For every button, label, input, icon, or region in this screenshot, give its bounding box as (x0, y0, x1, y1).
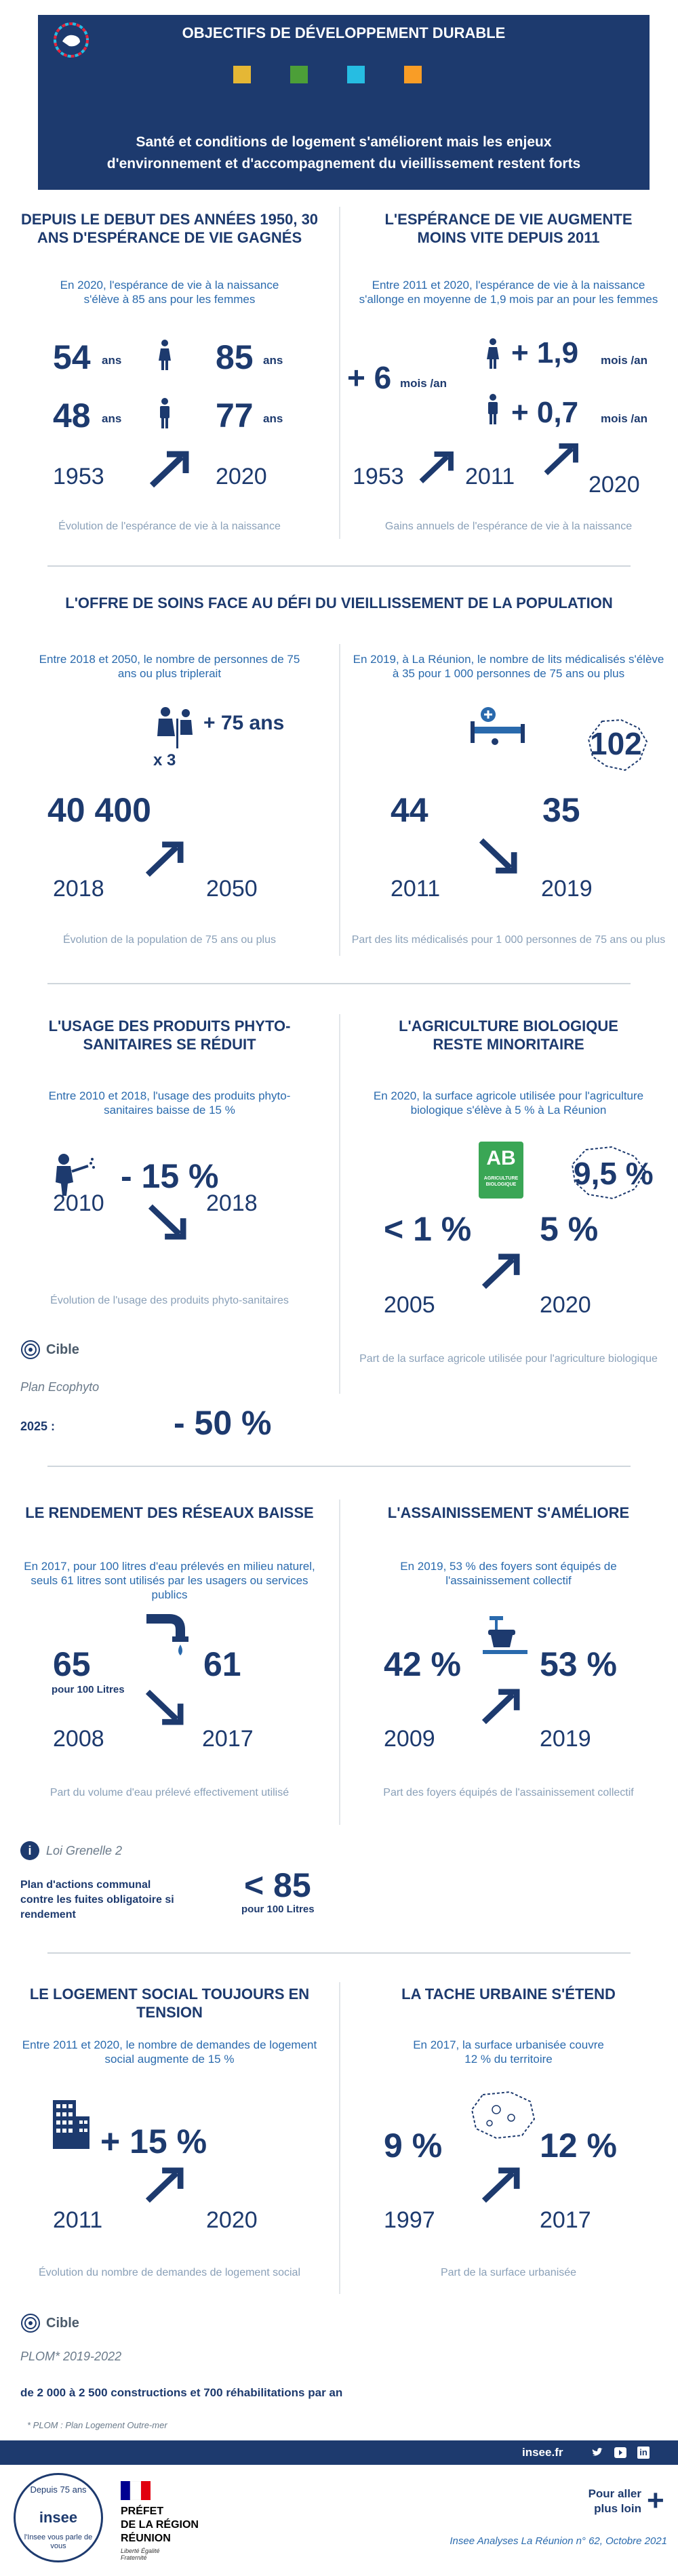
s1-female-2020: 85 (216, 338, 254, 376)
male-icon (157, 397, 172, 433)
s4-left-desc: Entre 2010 et 2018, l'usage des produits phyto-sanitaires baisse de 15 % (48, 1089, 291, 1116)
s4-right-y1: 2005 (384, 1292, 435, 1318)
s1-unit: ans (102, 412, 122, 425)
s1-unit: ans (263, 354, 283, 367)
more-info-label[interactable]: Pour aller plus loin (588, 2487, 641, 2515)
s4-left-y1: 2010 (53, 1190, 104, 1216)
header-banner (38, 15, 650, 190)
up-arrow-icon (480, 2167, 522, 2205)
insee-anniversary-badge (14, 2473, 103, 2562)
s1-year-1953: 1953 (53, 464, 104, 489)
s3-right-desc: En 2019, à La Réunion, le nombre de lits médicalisés s'élève à 35 pour 1 000 personnes de 75 ans ou plus (353, 653, 664, 680)
divider (339, 1982, 340, 2294)
s3-left-y2: 2050 (206, 876, 258, 902)
insee-badge-top: Depuis 75 ans (30, 2484, 87, 2495)
s2-male-after: + 0,7 (511, 396, 579, 429)
s3-left-mult: x 3 (153, 751, 176, 769)
s2-caption: Gains annuels de l'espérance de vie à la naissance (384, 521, 633, 532)
s5-left-y2: 2017 (202, 1726, 254, 1752)
divider (339, 644, 340, 956)
s4-right-y2: 2020 (540, 1292, 591, 1318)
s1-male-1953: 48 (53, 397, 91, 435)
male-icon (485, 393, 500, 429)
s4-right-caption: Part de la surface agricole utilisée pour l'agriculture biologique (359, 1353, 658, 1365)
s1-caption: Évolution de l'espérance de vie à la naissance (58, 521, 281, 532)
up-arrow-icon (144, 841, 186, 879)
section-divider (47, 565, 631, 567)
s5-right-y1: 2009 (384, 1726, 435, 1752)
plus-icon[interactable]: + (647, 2484, 664, 2517)
section-divider (47, 983, 631, 984)
up-arrow-icon (480, 1688, 522, 1726)
s4-target: - 50 % (174, 1404, 272, 1442)
insee-site-link[interactable]: insee.fr (522, 2446, 563, 2459)
s2-gain-before: + 6 (347, 360, 392, 395)
s3-right-y1: 2011 (391, 876, 441, 902)
ab-logo-text: AB (486, 1147, 516, 1169)
apartment-building-icon (50, 2096, 91, 2154)
s4-right-france: 9,5 % (574, 1156, 654, 1191)
s3-right-v2: 35 (542, 791, 580, 829)
s6-right-v1: 9 % (384, 2127, 443, 2165)
s4-plan: Plan Ecophyto (20, 1380, 100, 1394)
s5-right-v1: 42 % (384, 1645, 461, 1683)
hospital-bed-icon (468, 706, 529, 750)
target-icon (20, 1340, 41, 1363)
s1-unit: ans (102, 354, 122, 367)
sdg-6-water-icon (290, 66, 308, 83)
s3-left-desc: Entre 2018 et 2050, le nombre de personnes de 75 ans ou plus triplerait (39, 653, 300, 680)
up-arrow-icon (542, 442, 580, 477)
reunion-island-map-icon (469, 2089, 537, 2144)
sdg-3-health-icon (233, 66, 251, 83)
s6-right-y1: 1997 (384, 2207, 435, 2233)
s3-title: L'OFFRE DE SOINS FACE AU DÉFI DU VIEILLISSEMENT DE LA POPULATION (65, 595, 613, 611)
s5-right-title: L'ASSAINISSEMENT S'AMÉLIORE (387, 1504, 630, 1521)
s1-year-2020: 2020 (216, 464, 267, 489)
s6-left-caption: Évolution du nombre de demandes de logement social (38, 2267, 301, 2278)
organic-ab-logo (479, 1142, 523, 1199)
s5-left-y1: 2008 (53, 1726, 104, 1752)
s5-left-v1-unit: pour 100 Litres (52, 1684, 125, 1695)
prefet-line-1: PRÉFET (121, 2505, 164, 2517)
footer-bar (0, 2440, 678, 2465)
s5-target: < 85 (244, 1866, 311, 1904)
s5-right-desc: En 2019, 53 % des foyers sont équipés de l'assainissement collectif (400, 1560, 617, 1587)
banner-subtitle: Santé et conditions de logement s'améliorent mais les enjeux d'environnement et d'accompagnement du vieillissement restent forts (106, 134, 581, 172)
s6-left-title: LE LOGEMENT SOCIAL TOUJOURS EN TENSION (29, 1986, 310, 2021)
s2-desc: Entre 2011 et 2020, l'espérance de vie à la naissance s'allonge en moyenne de 1,9 mois par an pour les femmes (359, 279, 658, 306)
down-arrow-icon (144, 1688, 186, 1726)
divider (339, 207, 340, 539)
s5-law: Loi Grenelle 2 (46, 1844, 123, 1857)
down-arrow-icon (146, 1203, 188, 1241)
s4-left-value: - 15 % (121, 1157, 219, 1195)
s6-left-y1: 2011 (53, 2207, 103, 2233)
s6-right-y2: 2017 (540, 2207, 591, 2233)
banner-title: OBJECTIFS DE DÉVELOPPEMENT DURABLE (182, 24, 506, 41)
s5-right-caption: Part des foyers équipés de l'assainissement collectif (383, 1787, 634, 1798)
s4-target-year: 2025 : (20, 1420, 56, 1433)
up-arrow-icon (148, 450, 191, 489)
s3-left-caption: Évolution de la population de 75 ans ou plus (62, 934, 276, 946)
water-pipe-icon (142, 1609, 190, 1663)
s5-plan: Plan d'actions communal contre les fuites obligatoire si rendement (20, 1879, 174, 1920)
s1-title: DEPUIS LE DEBUT DES ANNÉES 1950, 30 ANS D'ESPÉRANCE DE VIE GAGNÉS (20, 211, 319, 246)
s4-right-desc: En 2020, la surface agricole utilisée pour l'agriculture biologique s'élève à 5 % à La Réunion (373, 1089, 644, 1116)
s4-left-y2: 2018 (206, 1190, 258, 1216)
ab-logo-subtext: AGRICULTURE BIOLOGIQUE (483, 1176, 519, 1187)
s4-left-caption: Évolution de l'usage des produits phyto-sanitaires (50, 1295, 289, 1306)
s5-target-unit: pour 100 Litres (241, 1904, 315, 1915)
s3-right-v1: 44 (391, 791, 428, 829)
s3-left-y1: 2018 (53, 876, 104, 902)
sanitation-toilet-icon (483, 1613, 527, 1660)
insee-badge-bottom: l'Insee vous parle de vous (24, 2533, 93, 2550)
s2-unit-after: mois /an (601, 412, 647, 425)
s6-right-caption: Part de la surface urbanisée (440, 2267, 577, 2278)
s4-cible: Cible (46, 1342, 79, 1357)
s1-unit: ans (263, 412, 283, 425)
s6-left-y2: 2020 (206, 2207, 258, 2233)
s1-female-1953: 54 (53, 338, 91, 376)
s3-left-value: 40 400 (47, 791, 151, 829)
section-divider (47, 1952, 631, 1954)
section-divider (47, 1466, 631, 1467)
divider (339, 1014, 340, 1394)
female-icon (157, 339, 172, 375)
s6-right-desc: En 2017, la surface urbanisée couvre 12 % du territoire (413, 2038, 604, 2066)
s2-unit-before: mois /an (400, 377, 447, 390)
s3-right-france: 102 (590, 726, 642, 761)
prefet-line-3: RÉUNION (121, 2533, 171, 2544)
youtube-icon[interactable] (614, 2447, 626, 2458)
s1-male-2020: 77 (216, 397, 254, 435)
s4-right-title: L'AGRICULTURE BIOLOGIQUE RESTE MINORITAIRE (399, 1018, 618, 1053)
s2-female-after: + 1,9 (511, 336, 579, 369)
s5-left-caption: Part du volume d'eau prélevé effectivement utilisé (49, 1787, 290, 1798)
s2-year-2011: 2011 (465, 464, 515, 489)
target-icon (20, 2313, 41, 2337)
divider (339, 1500, 340, 1825)
publication-reference: Insee Analyses La Réunion n° 62, Octobre 2021 (450, 2535, 667, 2547)
sdg-10-inequality-icon (347, 66, 365, 83)
up-arrow-icon (480, 1253, 522, 1291)
s5-left-v1: 65 (53, 1645, 91, 1683)
marianne-logo (121, 2481, 151, 2500)
s6-left-desc: Entre 2011 et 2020, le nombre de demandes de logement social augmente de 15 % (22, 2038, 317, 2066)
s6-cible: Cible (46, 2316, 79, 2331)
up-arrow-icon (144, 2167, 186, 2205)
s5-right-y2: 2019 (540, 1726, 591, 1752)
s5-right-v2: 53 % (540, 1645, 617, 1683)
down-arrow-icon (477, 837, 519, 874)
female-icon (485, 338, 500, 374)
s2-year-2020: 2020 (589, 472, 640, 498)
s4-left-title: L'USAGE DES PRODUITS PHYTO-SANITAIRES SE RÉDUIT (48, 1018, 291, 1053)
up-arrow-icon (418, 450, 456, 485)
s5-left-v2: 61 (203, 1645, 241, 1683)
s4-right-v1: < 1 % (384, 1210, 472, 1248)
sdg-11-cities-icon (404, 66, 422, 83)
linkedin-icon[interactable]: in (637, 2447, 650, 2459)
s3-right-y2: 2019 (541, 876, 593, 902)
s3-right-caption: Part des lits médicalisés pour 1 000 personnes de 75 ans ou plus (351, 934, 666, 946)
info-icon: i (20, 1841, 39, 1860)
s6-note: * PLOM : Plan Logement Outre-mer (27, 2420, 167, 2430)
insee-badge-name: insee (39, 2509, 78, 2526)
republic-motto: Liberté Égalité Fraternité (121, 2548, 160, 2561)
s6-left-value: + 15 % (100, 2122, 207, 2160)
s5-left-title: LE RENDEMENT DES RÉSEAUX BAISSE (25, 1504, 314, 1521)
s2-unit-after: mois /an (601, 354, 647, 367)
s6-right-v2: 12 % (540, 2127, 617, 2165)
s6-plan: PLOM* 2019-2022 (20, 2350, 122, 2363)
s6-right-title: LA TACHE URBAINE S'ÉTEND (401, 1986, 616, 2003)
s1-desc: En 2020, l'espérance de vie à la naissance s'élève à 85 ans pour les femmes (60, 279, 279, 306)
elderly-couple-icon (152, 706, 199, 754)
s3-left-badge: + 75 ans (203, 712, 285, 734)
s5-left-desc: En 2017, pour 100 litres d'eau prélevés en milieu naturel, seuls 61 litres sont utilisés par les usagers ou services publics (24, 1560, 315, 1601)
s4-right-v2: 5 % (540, 1210, 599, 1248)
twitter-icon[interactable] (591, 2447, 603, 2459)
s2-year-1953: 1953 (353, 464, 404, 489)
s2-title: L'ESPÉRANCE DE VIE AUGMENTE MOINS VITE DEPUIS 2011 (384, 211, 633, 246)
prefet-line-2: DE LA RÉGION (121, 2519, 199, 2531)
s6-target: de 2 000 à 2 500 constructions et 700 réhabilitations par an (20, 2386, 343, 2399)
